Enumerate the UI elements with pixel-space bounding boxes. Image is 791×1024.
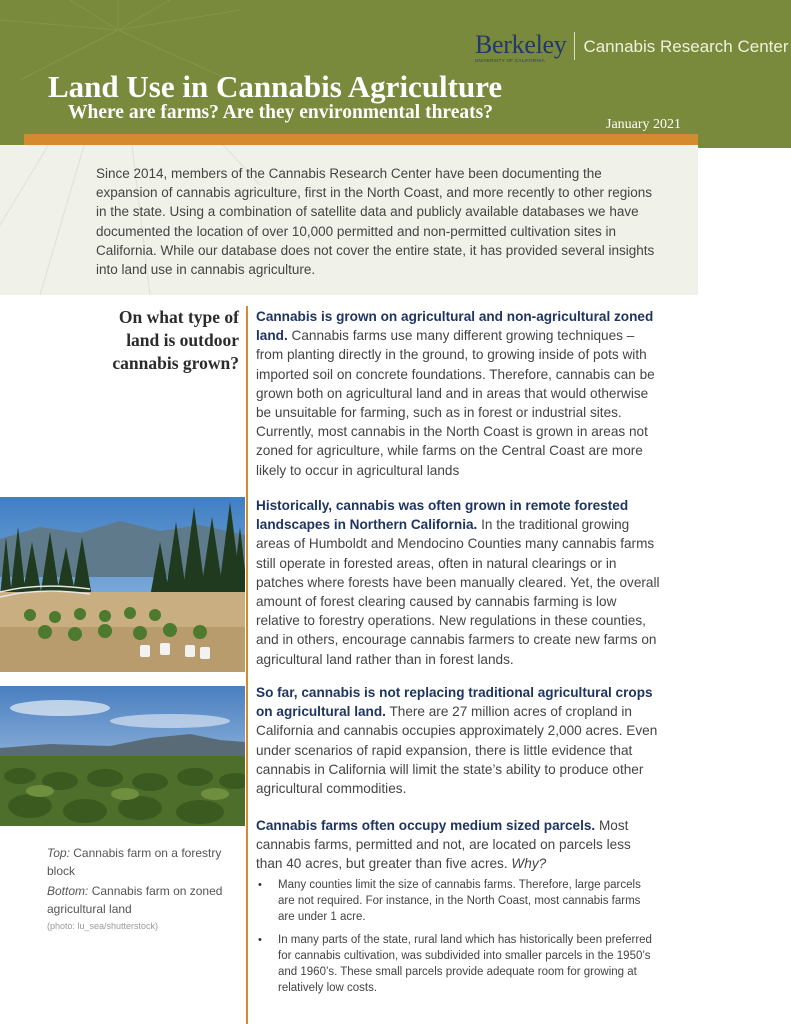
caption-top-label: Top: xyxy=(47,846,70,860)
paragraph-forests xyxy=(256,496,660,669)
forestry-farm-image xyxy=(0,497,245,672)
header-banner xyxy=(0,0,791,148)
paragraph-body: Most cannabis farms, permitted and not, are located on parcels less than 40 acres, but greater than five acres. xyxy=(256,818,631,872)
caption-top xyxy=(47,844,237,880)
paragraph-lead: Cannabis is grown on agricultural and non-agricultural zoned land. xyxy=(256,309,654,344)
photo-credit: (photo: lu_sea/shutterstock) xyxy=(47,921,159,931)
intro-text: Since 2014, members of the Cannabis Research Center have been documenting the expansion of cannabis agriculture, first in the North Coast, and more recently to other regions in the state. Using a combination of satellite data and publicly available databases we have documented the location of over 10,000 permitted and non-permitted cultivation sites in California. While our database does not cover the entire state, it has provided several insights into land use in cannabis agriculture. xyxy=(96,166,655,278)
caption-bottom xyxy=(47,882,237,918)
list-item xyxy=(256,877,660,925)
paragraph-cropland xyxy=(256,683,660,798)
caption-bottom-label: Bottom: xyxy=(47,884,89,898)
center-name: Cannabis Research Center xyxy=(583,37,789,56)
page-subtitle: Where are farms? Are they environmental threats? xyxy=(68,102,493,123)
logo-divider xyxy=(574,32,575,60)
agricultural-farm-photo xyxy=(0,686,245,826)
accent-bar xyxy=(24,134,698,145)
list-item-text: Many counties limit the size of cannabis farms. Therefore, large parcels are not required. For instance, in the North Coast, most cannabis farms are under 1 acre. xyxy=(278,879,641,923)
paragraph-lead: So far, cannabis is not replacing traditional agricultural crops on agricultural land. xyxy=(256,685,653,720)
list-item xyxy=(256,932,660,996)
page-title: Land Use in Cannabis Agriculture xyxy=(48,69,503,104)
paragraph-body: In the traditional growing areas of Humboldt and Mendocino Counties many cannabis farms still operate in forested areas, often in natural clearings or in patches where forests have been manually cleared. Yet, the overall amount of forest clearing caused by cannabis farming is low relative to forestry operations. New regulations in these counties, and in others, encourage cannabis farmers to create new farms on agricultural land rather than in forest lands. xyxy=(256,517,660,667)
caption-top-text: Cannabis farm on a forestry block xyxy=(47,846,222,878)
paragraph-zoning xyxy=(256,307,660,480)
photo-caption xyxy=(47,844,237,933)
paragraph-emphasis: Why? xyxy=(511,856,547,872)
paragraph-lead: Cannabis farms often occupy medium sized parcels. xyxy=(256,818,596,833)
caption-bottom-text: Cannabis farm on zoned agricultural land xyxy=(47,884,223,916)
parcel-reasons-list xyxy=(256,877,660,1003)
bullet-icon: • xyxy=(258,879,262,891)
logo-subtitle: UNIVERSITY OF CALIFORNIA xyxy=(475,58,545,63)
forestry-farm-photo xyxy=(0,497,245,672)
paragraph-lead: Historically, cannabis was often grown in remote forested landscapes in Northern California. xyxy=(256,498,629,533)
logo-wordmark: Berkeley xyxy=(475,30,567,59)
bullet-icon: • xyxy=(258,934,262,946)
paragraph-body: Cannabis farms use many different growing techniques – from planting directly in the ground, to growing inside of pots with imported soil on concrete foundations. Therefore, cannabis can be grown both on agricultural land and in areas that would otherwise be unsuitable for farming, such as in forest or industrial sites. Currently, most cannabis in the North Coast is grown in areas not zoned for agriculture, while farms on the Central Coast are more likely to occur in agricultural lands xyxy=(256,328,655,478)
paragraph-body: There are 27 million acres of cropland in California and cannabis occupies approximately 2,000 acres. Even under scenarios of rapid expansion, there is little evidence that cannabis in California will limit the state’s ability to produce other agricultural commodities. xyxy=(256,704,658,797)
column-divider xyxy=(246,306,248,1024)
list-item-text: In many parts of the state, rural land which has historically been preferred for cannabis cultivation, was subdivided into smaller parcels in the 1950’s and 1960’s. These small parcels provide adequate room for growing at relatively low costs. xyxy=(278,934,652,994)
agricultural-farm-image xyxy=(0,686,245,826)
publication-date: January 2021 xyxy=(606,117,682,132)
paragraph-parcels xyxy=(256,816,660,874)
sidebar-question: On what type of land is outdoor cannabis grown? xyxy=(112,307,239,373)
intro-box xyxy=(0,145,698,295)
berkeley-logo[interactable] xyxy=(475,32,789,62)
